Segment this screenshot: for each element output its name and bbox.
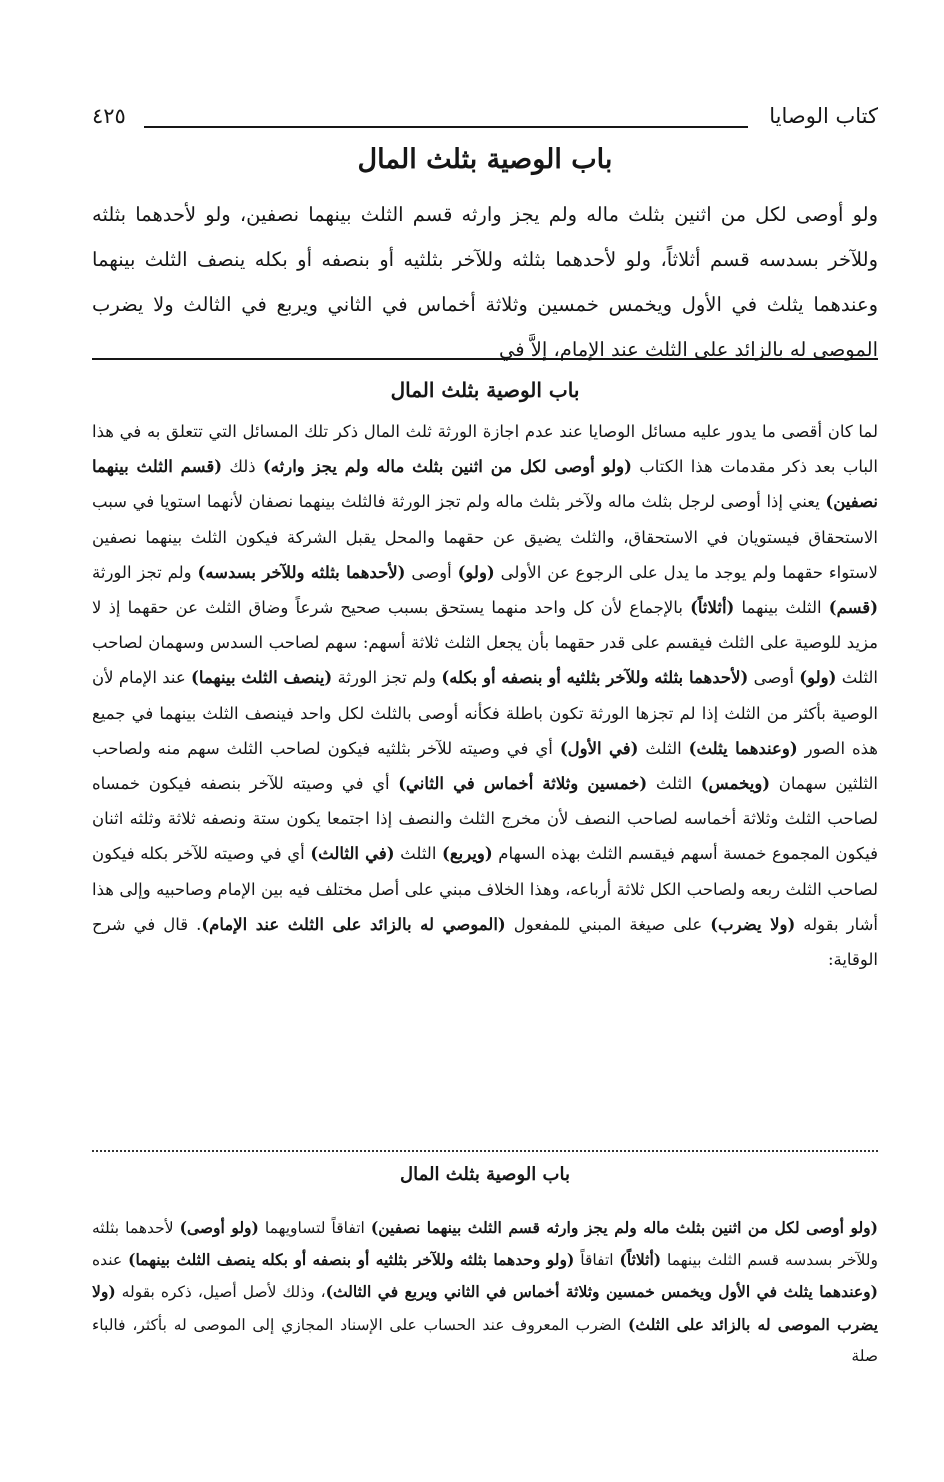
second-commentary-text: [92, 1212, 878, 1372]
commentary-span: بالإجماع لأن كل واحد منهما يستحق بسبب صحيح شرعاً وضاق الثلث عن حقهما إذ لا مزيد للوصية على الثلث فيقسم على قدر حقهما بأن يجعل الثلث ثلاثة أسهم: سهم لصاحب السدس وسهمان لصاحب الثلث: [92, 598, 879, 688]
running-title: كتاب الوصايا: [769, 104, 878, 128]
commentary-span: أي في وصيته للآخر بكله فيكون لصاحب الثلث ربعه ولصاحب الكل ثلاثة أرباعه، وهذا الخلاف مبني على أصل مختلف فيه بين الإمام وصاحبيه وإلى هذا أشار بقوله: [92, 844, 879, 934]
commentary-span: ولم تجز الورثة: [332, 668, 442, 688]
commentary-span: . قال في شرح الوقاية:: [92, 914, 878, 970]
commentary-span: الضرب المعروف عند الحساب على الإسناد المجازي إلى الموصى له بأكثر، فالباء صلة: [92, 1315, 878, 1365]
commentary-text: [92, 414, 878, 977]
quoted-matn-span: (الموصي له بالزائد على الثلث عند الإمام): [201, 914, 506, 934]
page-header: [92, 100, 878, 144]
page-number: ٤٢٥: [92, 104, 126, 128]
quoted-matn-span: (في الأول): [559, 738, 639, 758]
matn-divider: [92, 358, 878, 360]
commentary-span: الثلث: [647, 774, 701, 794]
commentary-span: عنده: [92, 1251, 129, 1270]
chapter-title: باب الوصية بثلث المال: [357, 144, 613, 175]
second-commentary-title: باب الوصية بثلث المال: [400, 1164, 570, 1185]
commentary-span: اتفاقاً لتساويهما: [258, 1219, 371, 1237]
commentary-span: يعني إذا أوصى لرجل بثلث ماله ولآخر بثلث ماله ولم تجز الورثة فالثلث بينهما نصفان لأنهما استويا في سبب الاستحقاق فيستويان في الاستحقاق، والثلث يضيق عن حقهما والمحل يقبل الشركة فيكون الثلث بينهما نصفين لاستواء حقهما ولم يوجد ما يدل على الرجوع عن الأولى: [92, 492, 878, 582]
commentary-span: ذلك: [222, 457, 263, 477]
quoted-matn-span: (ولو أوصى لكل من اثنين بثلث ماله ولم يجز وارثه قسم الثلث بينهما نصفين): [370, 1218, 878, 1237]
commentary-span: على صيغة المبني للمفعول: [505, 914, 711, 934]
quoted-matn-span: (أثلاثاً): [619, 1250, 662, 1270]
quoted-matn-span: (ولو): [457, 562, 495, 582]
commentary-span: أي في وصيته للآخر بثلثيه فيكون لصاحب الثلث سهم منه ولصاحب الثلثين سهمان: [92, 738, 879, 794]
commentary-title: باب الوصية بثلث المال: [390, 378, 580, 402]
commentary-span: أوصى: [405, 562, 458, 582]
commentary-span: الثلث: [394, 844, 443, 864]
quoted-matn-span: (ولو أوصى لكل من اثنين بثلث ماله ولم يجز وارثه): [262, 457, 632, 477]
commentary-span: لما كان أقصى ما يدور عليه مسائل الوصايا عند عدم اجازة الورثة ثلث المال ذكر تلك المسائل التي تتعلق به في هذا الباب بعد ذكر مقدمات هذا الكتاب: [92, 422, 878, 477]
quoted-matn-span: (ويربع): [442, 844, 493, 864]
quoted-matn-span: (لأحدهما بثلثه وللآخر بثلثيه أو بنصفه أو بكله): [441, 668, 749, 688]
commentary-span: أوصى: [748, 668, 800, 688]
quoted-matn-span: (ولو): [799, 668, 837, 688]
commentary-span: أي في وصيته للآخر بنصفه فيكون خمساه لصاحب الثلث وثلاثة أخماسه لصاحب النصف لأن مخرج الثلث والنصف إذا اجتمعا يكون ستة ونصفه ثلاثة وثلثه اثنان فيكون المجموع خمسة أسهم فيقسم الثلث بهذه السهام: [92, 774, 878, 864]
quoted-matn-span: (لأحدهما بثلثه وللآخر بسدسه): [197, 562, 406, 582]
quoted-matn-span: (في الثالث): [310, 844, 395, 864]
commentary-span: عند الإمام لأن الوصية بأكثر من الثلث إذا لم تجزها الورثة تكون باطلة فكأنه أوصى بالثلث لكل واحد فينصف الثلث بينهما في جميع هذه الصور: [92, 668, 878, 758]
commentary-span: ، وذلك لأصل أصيل، ذكره بقوله: [115, 1283, 326, 1302]
quoted-matn-span: (وعندهما يثلث في الأول ويخمس خمسين وثلاثة أخماس في الثاني ويربع في الثالث): [325, 1282, 878, 1302]
commentary-span: اتفاقاً: [574, 1251, 620, 1270]
commentary-span: الثلث: [638, 738, 689, 758]
quoted-matn-span: (ولا يضرب): [710, 914, 796, 934]
quoted-matn-span: (ولو أوصى): [179, 1218, 259, 1237]
quoted-matn-span: (ينصف الثلث بينهما): [191, 668, 333, 688]
quoted-matn-span: (خمسين وثلاثة أخماس في الثاني): [398, 774, 648, 794]
quoted-matn-span: (قسم): [828, 598, 878, 618]
quoted-matn-span: (وعندهما يثلث): [688, 738, 798, 758]
quoted-matn-span: (ويخمس): [700, 774, 771, 794]
matn-text: ولو أوصى لكل من اثنين بثلث ماله ولم يجز وارثه قسم الثلث بينهما نصفين، ولو لأحدهما بثلثه وللآخر بسدسه قسم أثلاثاً، ولو لأحدهما بثلثه وللآخر بثلثيه أو بنصفه أو بكله ينصف الثلث بينهما وعندهما يثلث في الأول ويخمس خمسين وثلاثة أخماس في الثاني ويربع في الثالث ولا يضرب الموصى له بالزائد على الثلث عند الإمام، إلاَّ في: [92, 203, 878, 361]
header-rule: [144, 126, 748, 128]
dotted-divider: [92, 1150, 878, 1152]
commentary-span: ولم تجز الورثة: [92, 562, 198, 582]
quoted-matn-span: (ولا يضرب الموصى له بالزائد على الثلث): [92, 1282, 879, 1334]
quoted-matn-span: (ولو وحدهما بثلثه وللآخر بثلثيه أو بنصفه أو بكله ينصف الثلث بينهما): [128, 1250, 575, 1270]
quoted-matn-span: (أثلاثاً): [690, 598, 735, 618]
quoted-matn-span: (قسم الثلث بينهما نصفين): [92, 457, 878, 512]
commentary-span: لأحدهما بثلثه وللآخر بسدسه قسم الثلث بينهما: [92, 1219, 878, 1270]
commentary-span: الثلث بينهما: [734, 598, 829, 618]
